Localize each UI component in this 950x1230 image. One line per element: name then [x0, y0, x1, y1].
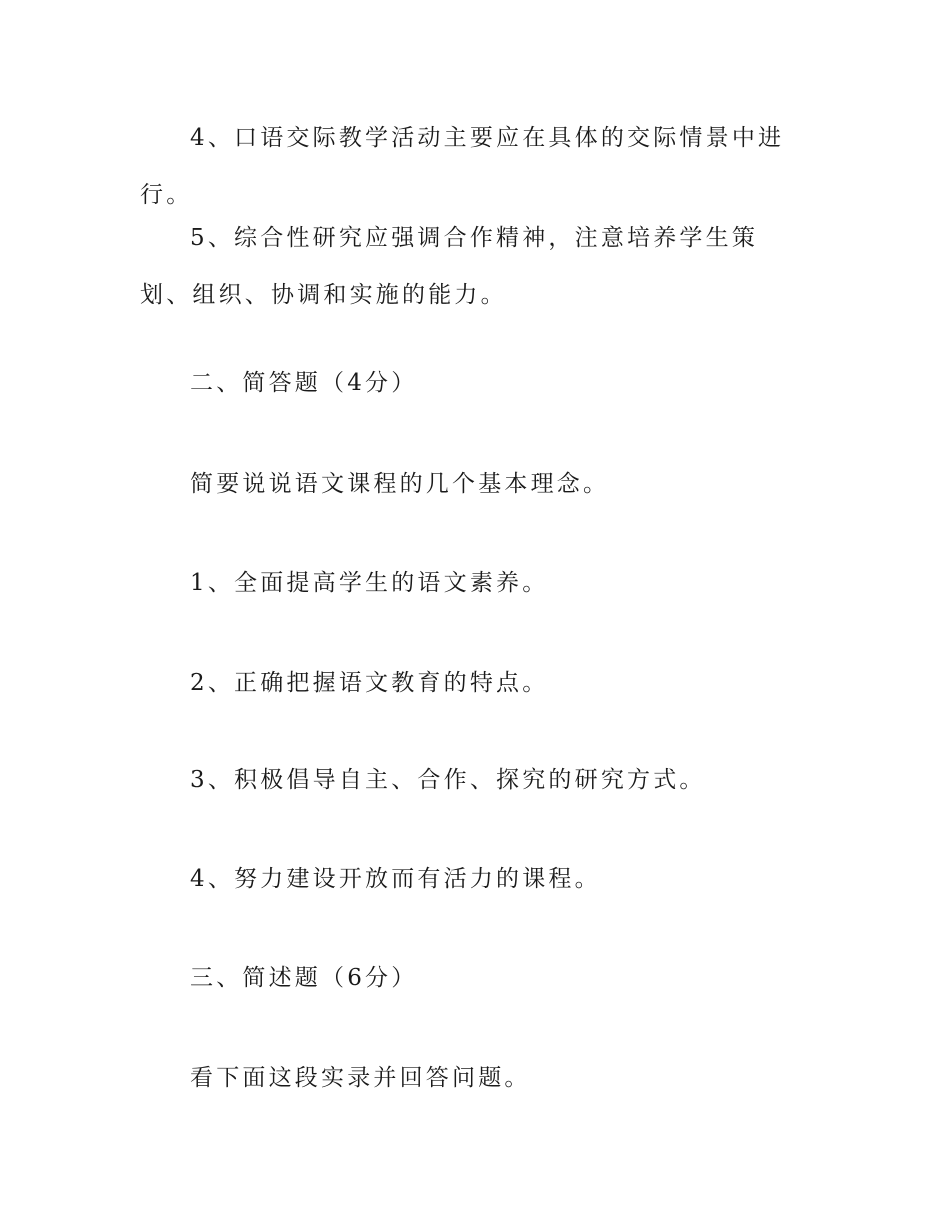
question-prompt-basic-concepts: 简要说说语文课程的几个基本理念。	[190, 471, 610, 497]
question-prompt-transcript: 看下面这段实录并回答问题。	[190, 1065, 531, 1091]
paragraph-item-5-comprehensive-study: 5、综合性研究应强调合作精神，注意培养学生策划、组织、协调和实施的能力。	[140, 225, 759, 308]
paragraph-item-4-oral-communication: 4、口语交际教学活动主要应在具体的交际情景中进行。	[140, 125, 785, 208]
section-heading-essay: 三、简述题（6分）	[190, 965, 418, 991]
answer-item-1: 1、全面提高学生的语文素养。	[190, 570, 549, 596]
answer-item-4: 4、努力建设开放而有活力的课程。	[190, 866, 601, 892]
answer-item-2: 2、正确把握语文教育的特点。	[190, 670, 549, 696]
section-heading-short-answer: 二、简答题（4分）	[190, 370, 418, 396]
answer-item-3: 3、积极倡导自主、合作、探究的研究方式。	[190, 767, 706, 793]
